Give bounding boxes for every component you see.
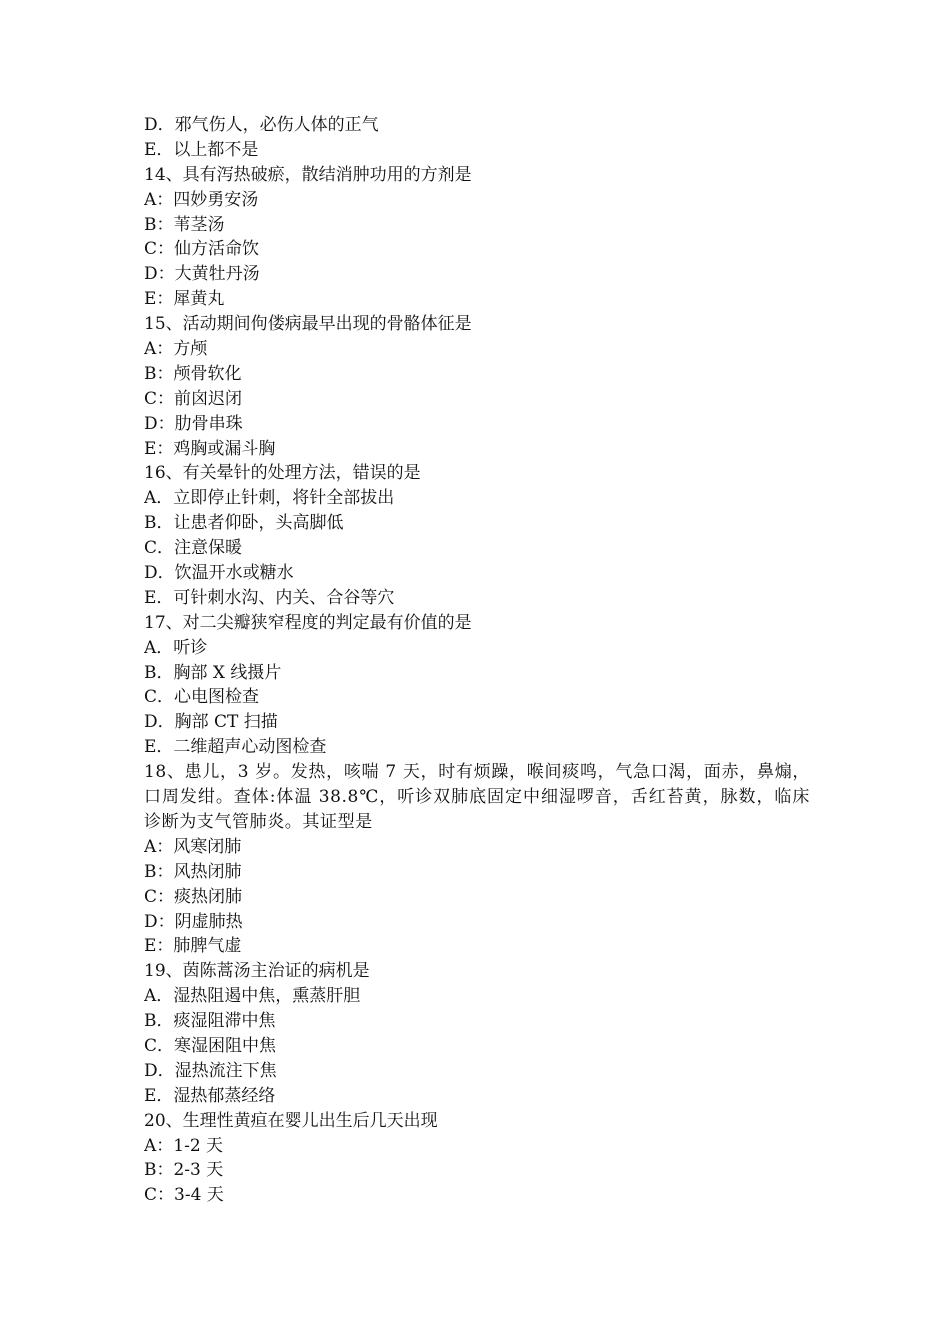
- text-line: B．让患者仰卧，头高脚低: [144, 513, 344, 534]
- text-line: A：四妙勇安汤: [144, 189, 259, 210]
- lines-before-block: [144, 113, 810, 760]
- text-line: C．心电图检查: [144, 687, 260, 708]
- text-line: A：风寒闭肺: [144, 836, 242, 857]
- text-line: E：肺脾气虚: [144, 936, 242, 957]
- text-line: D．饮温开水或糖水: [144, 563, 294, 584]
- text-line: E．二维超声心动图检查: [144, 737, 327, 758]
- text-line: 16、有关晕针的处理方法，错误的是: [144, 463, 421, 484]
- text-line: C：3-4 天: [144, 1185, 224, 1206]
- text-line: C：前囟迟闭: [144, 388, 243, 409]
- text-line: A．立即停止针刺，将针全部拔出: [144, 488, 395, 509]
- text-line: B．胸部 X 线摄片: [144, 662, 282, 683]
- question-18-paragraph: 18、患儿，3 岁。发热，咳喘 7 天，时有烦躁，喉间痰鸣，气急口渴，面赤，鼻煽，口周发绀。查体:体温 38.8℃，听诊双肺底固定中细湿啰音，舌红苔黄，脉数，临床诊断为支气管肺炎。其证型是: [144, 762, 810, 832]
- text-line: B：2-3 天: [144, 1160, 224, 1181]
- text-line: C．寒湿困阻中焦: [144, 1036, 277, 1056]
- text-line: D．湿热流注下焦: [144, 1060, 277, 1081]
- text-line: 14、具有泻热破瘀，散结消肿功用的方剂是: [144, 164, 472, 185]
- text-line: D：大黄牡丹汤: [144, 264, 260, 285]
- text-line: E．湿热郁蒸经络: [144, 1085, 276, 1106]
- text-line: B：颅骨软化: [144, 363, 242, 384]
- question-text-body: [144, 113, 810, 1208]
- text-line: D．邪气伤人，必伤人体的正气: [144, 115, 379, 135]
- text-line: B．痰湿阻滞中焦: [144, 1011, 276, 1032]
- text-line: E：鸡胸或漏斗胸: [144, 438, 276, 459]
- text-line: A．湿热阻遏中焦，熏蒸肝胆: [144, 986, 361, 1007]
- text-line: D．胸部 CT 扫描: [144, 712, 278, 733]
- text-line: E．可针刺水沟、内关、合谷等穴: [144, 587, 395, 608]
- text-line: D：阴虚肺热: [144, 911, 243, 932]
- text-line: 19、茵陈蒿汤主治证的病机是: [144, 961, 370, 982]
- text-line: B：苇茎汤: [144, 214, 225, 235]
- text-line: 17、对二尖瓣狭窄程度的判定最有价值的是: [144, 612, 472, 633]
- text-line: A：1-2 天: [144, 1135, 224, 1156]
- text-line: C：仙方活命饮: [144, 239, 260, 260]
- text-line: E：犀黄丸: [144, 289, 225, 310]
- text-line: A：方颅: [144, 339, 208, 360]
- text-line: D：肋骨串珠: [144, 413, 243, 434]
- text-line: A．听诊: [144, 637, 208, 658]
- text-line: C：痰热闭肺: [144, 886, 243, 907]
- text-line: E．以上都不是: [144, 139, 259, 160]
- lines-after-block: [144, 835, 810, 1208]
- text-line: B：风热闭肺: [144, 861, 242, 882]
- text-line: C．注意保暖: [144, 538, 243, 559]
- text-line: 20、生理性黄疸在婴儿出生后几天出现: [144, 1110, 438, 1131]
- text-line: 15、活动期间佝偻病最早出现的骨骼体征是: [144, 314, 472, 335]
